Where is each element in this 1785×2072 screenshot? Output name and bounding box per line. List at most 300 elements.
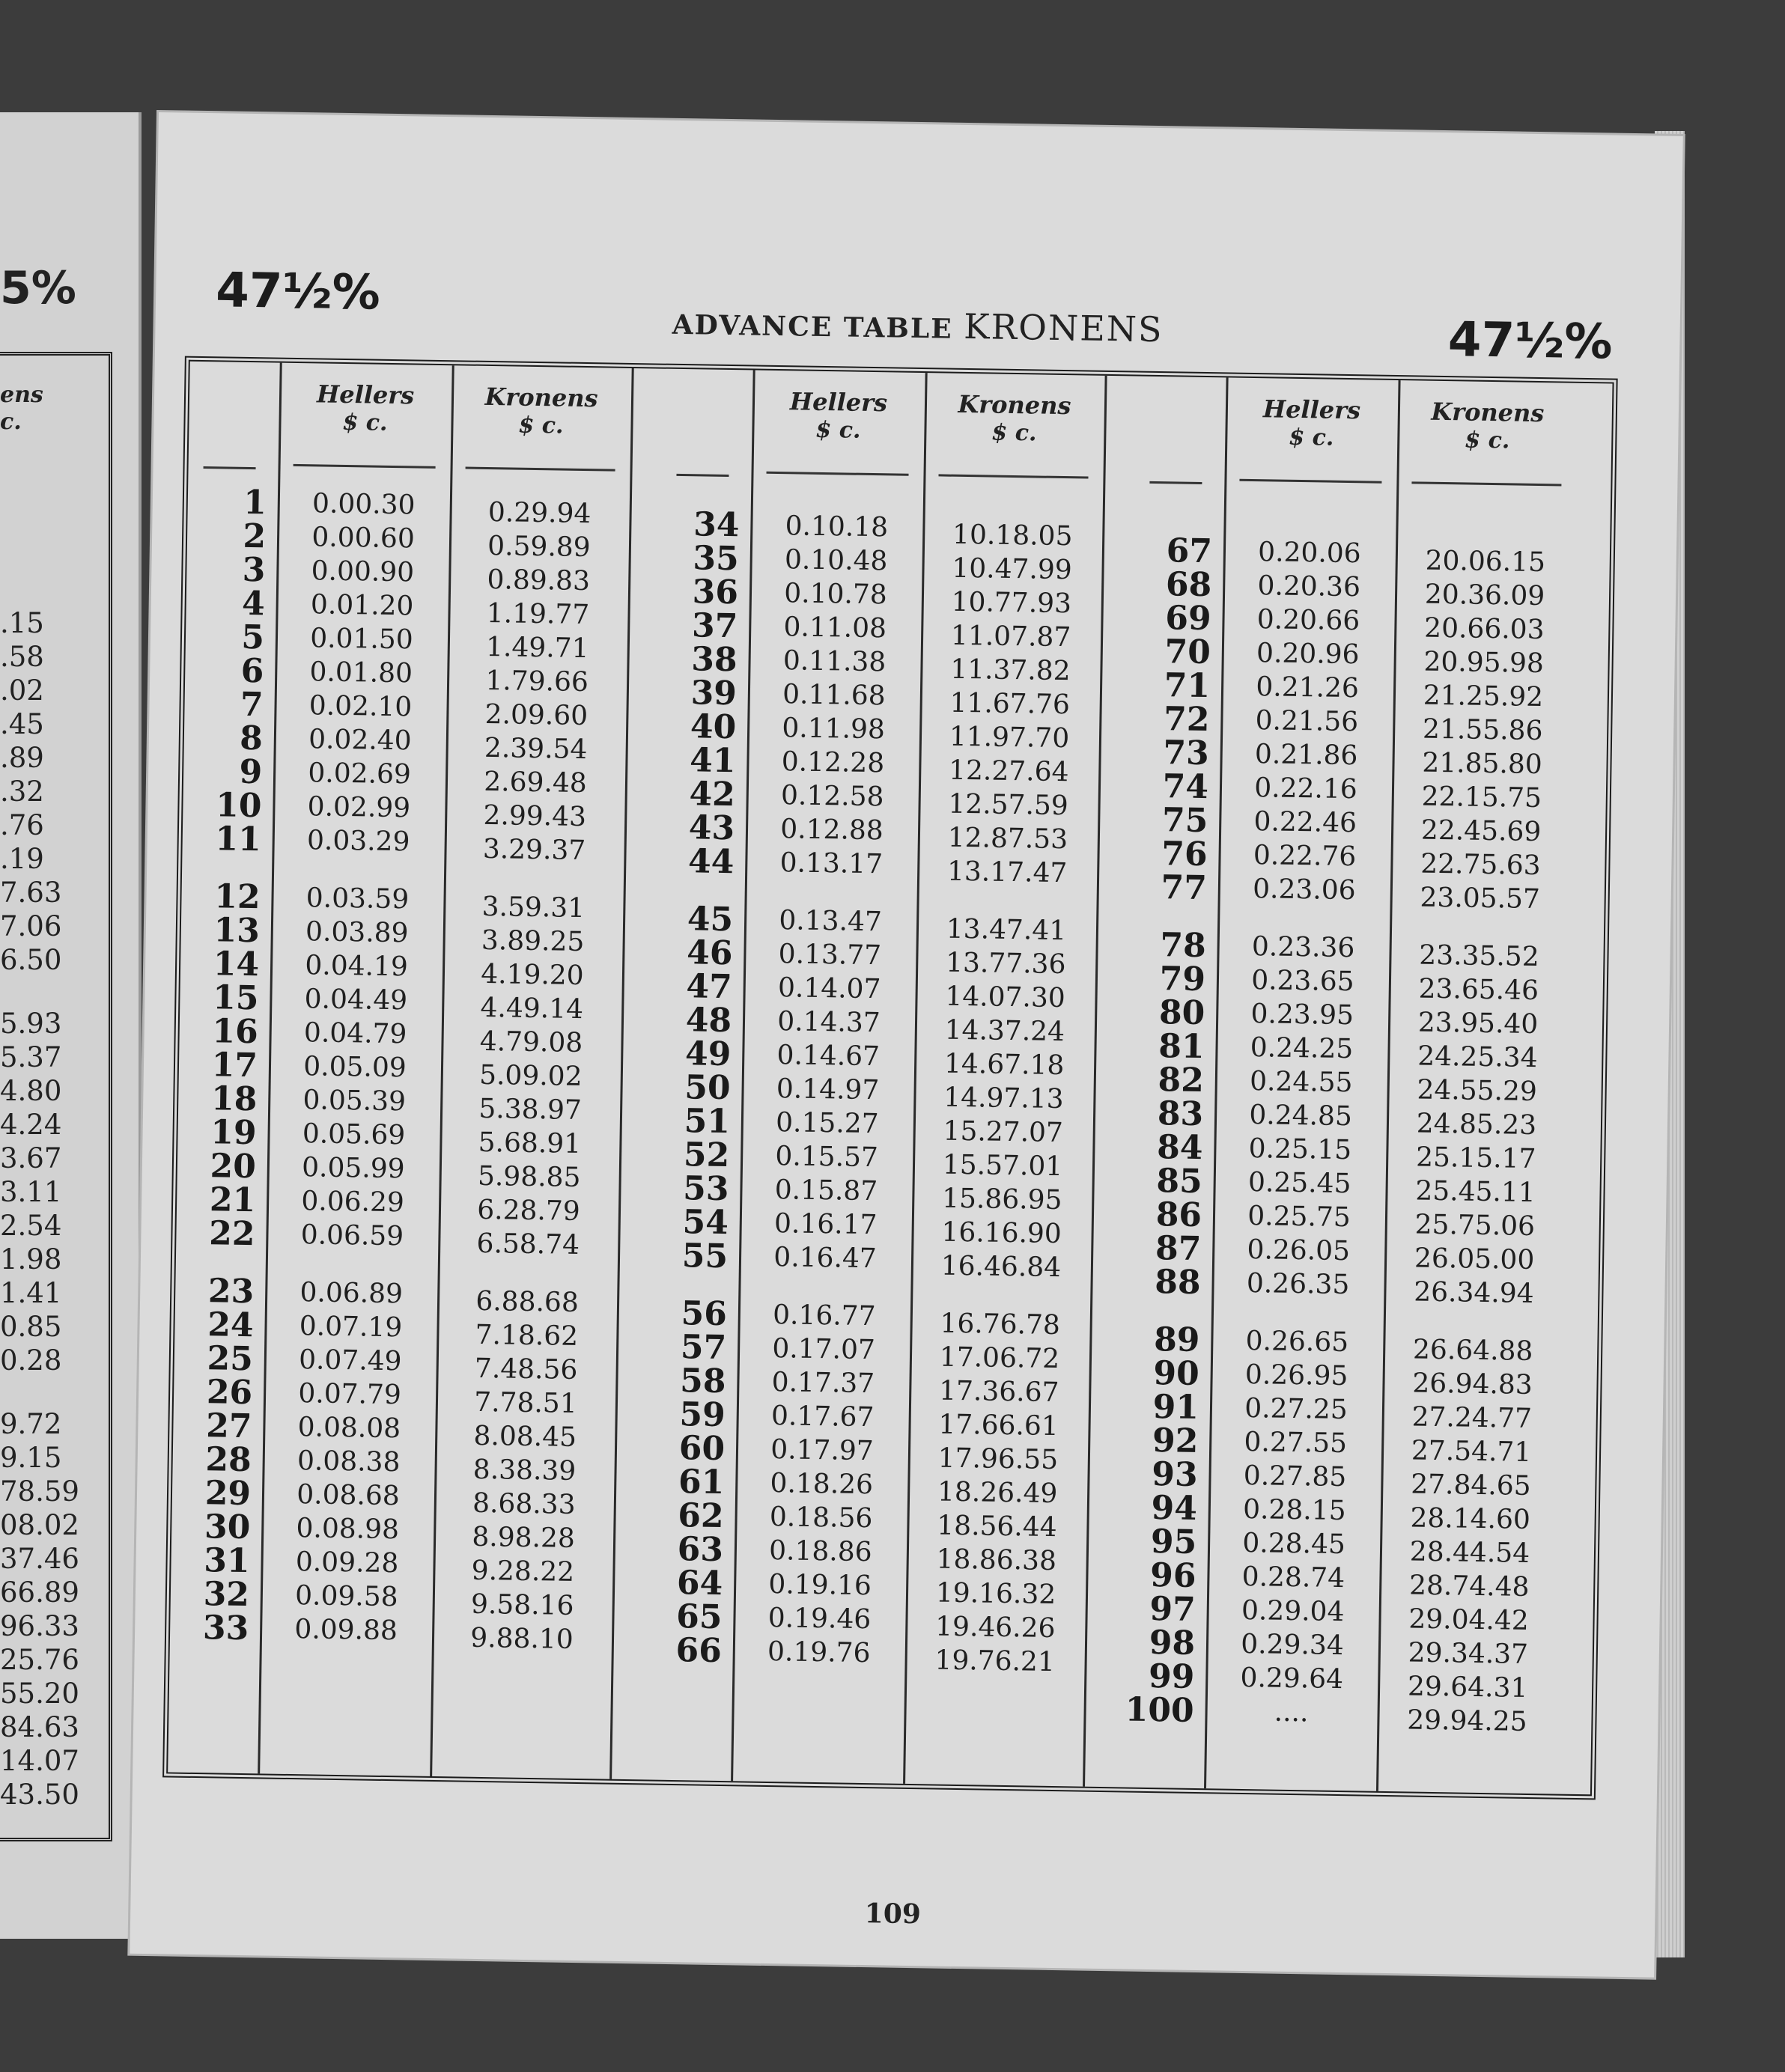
hellers-value: 0.20.66 <box>1256 604 1360 637</box>
kronens-value: 0.29.94 <box>487 496 592 530</box>
hellers-value: 0.21.56 <box>1255 705 1359 738</box>
row-number: 90 <box>1153 1354 1200 1394</box>
kronens-value: 2.39.54 <box>484 732 588 766</box>
row-number: 16 <box>212 1012 259 1052</box>
hellers-value: 0.22.16 <box>1253 773 1358 805</box>
row-number: 83 <box>1157 1094 1204 1134</box>
hellers-value: 0.14.37 <box>776 1006 881 1039</box>
row-number: 34 <box>693 505 740 545</box>
kronens-header-rule <box>938 474 1088 478</box>
row-number: 85 <box>1156 1162 1203 1201</box>
conversion-table <box>162 356 1618 1800</box>
row-number: 36 <box>692 573 739 612</box>
facing-page-value: 84.63 <box>0 1711 79 1743</box>
row-number: 51 <box>684 1102 731 1142</box>
kronens-value: 29.04.42 <box>1408 1603 1530 1636</box>
row-number: 56 <box>681 1294 728 1334</box>
kronens-value-list <box>908 517 1098 1679</box>
facing-page-value: 9.72 <box>0 1408 62 1440</box>
row-number: 89 <box>1153 1320 1200 1360</box>
row-number: 60 <box>678 1429 726 1469</box>
kronens-value: 20.95.98 <box>1423 646 1545 680</box>
kronens-value: 9.28.22 <box>471 1555 575 1588</box>
kronens-value: 15.27.07 <box>943 1115 1064 1149</box>
hellers-value: 0.05.99 <box>301 1152 405 1185</box>
row-number: 44 <box>687 842 735 882</box>
hellers-value: 0.16.77 <box>772 1299 876 1332</box>
facing-page-value: 43.50 <box>0 1779 79 1811</box>
row-number: 74 <box>1162 767 1209 807</box>
row-number-list <box>650 505 740 1671</box>
kronens-value: 10.77.93 <box>951 586 1072 620</box>
row-number: 28 <box>205 1440 252 1480</box>
facing-page-value: 1.41 <box>0 1277 62 1309</box>
hellers-value: 0.11.08 <box>783 612 887 645</box>
hellers-value-list <box>1208 534 1392 1730</box>
hellers-value: 0.01.20 <box>310 589 414 622</box>
kronens-value: 25.45.11 <box>1415 1175 1536 1209</box>
hellers-value: 0.03.89 <box>305 916 409 949</box>
row-number: 81 <box>1158 1027 1205 1067</box>
row-number: 14 <box>213 945 260 984</box>
kronens-value: 6.88.68 <box>475 1285 580 1319</box>
kronens-value: 22.75.63 <box>1420 848 1541 882</box>
kronens-value-list <box>436 495 626 1657</box>
hellers-value: 0.04.19 <box>305 950 409 983</box>
row-number: 39 <box>690 674 738 713</box>
hellers-value: 0.23.36 <box>1251 931 1355 964</box>
hellers-value: 0.15.87 <box>774 1174 878 1207</box>
kronens-value: 14.37.24 <box>944 1014 1065 1048</box>
row-number: 99 <box>1148 1657 1195 1696</box>
kronens-value: 11.67.76 <box>949 687 1071 721</box>
kronens-value: 24.85.23 <box>1416 1108 1537 1142</box>
hellers-value: 0.05.39 <box>302 1085 407 1118</box>
hellers-value: 0.17.37 <box>771 1367 875 1400</box>
hellers-value: 0.09.28 <box>295 1547 399 1579</box>
row-number: 70 <box>1164 633 1211 672</box>
kronens-value: 9.88.10 <box>469 1622 574 1655</box>
hellers-value: 0.04.49 <box>304 984 408 1017</box>
hellers-value: 0.14.67 <box>776 1040 881 1073</box>
hellers-value: 0.29.04 <box>1241 1594 1345 1628</box>
kronens-value: 27.54.71 <box>1411 1435 1532 1469</box>
hellers-value: 0.10.78 <box>783 578 888 611</box>
kronens-value: 8.68.33 <box>472 1487 576 1520</box>
hellers-value: 0.02.99 <box>307 791 411 824</box>
row-number: 78 <box>1160 926 1207 966</box>
kronens-value: 10.47.99 <box>952 552 1073 586</box>
row-number: 7 <box>240 685 264 725</box>
row-number: 73 <box>1163 734 1210 773</box>
percent-label-left: 47½% <box>215 263 381 321</box>
facing-page-value: 5.37 <box>0 1041 62 1073</box>
row-number: 98 <box>1149 1624 1196 1663</box>
kronens-value: 29.94.25 <box>1406 1704 1527 1737</box>
facing-page-value: 5.93 <box>0 1008 62 1040</box>
hellers-value: 0.05.69 <box>302 1118 406 1151</box>
kronens-value: 1.49.71 <box>485 631 589 665</box>
row-number: 18 <box>210 1079 258 1119</box>
hellers-value: 0.20.06 <box>1257 537 1361 570</box>
row-number: 12 <box>213 877 261 917</box>
facing-page-value: 3.11 <box>0 1176 62 1208</box>
row-number: 41 <box>689 741 736 781</box>
hellers-value: 0.18.26 <box>770 1468 874 1501</box>
row-number: 77 <box>1161 868 1208 908</box>
hellers-value: 0.05.09 <box>302 1051 407 1084</box>
row-number: 92 <box>1152 1422 1199 1461</box>
hellers-value: 0.10.18 <box>785 511 889 543</box>
hellers-value: 0.21.86 <box>1254 739 1358 772</box>
row-number-list <box>177 483 267 1648</box>
kronens-value: 11.97.70 <box>949 721 1070 755</box>
kronens-value: 7.18.62 <box>475 1319 579 1352</box>
kronens-header-units: $ c. <box>1465 427 1510 454</box>
hellers-value: 0.00.30 <box>311 488 416 521</box>
kronens-value: 28.44.54 <box>1409 1536 1530 1569</box>
hellers-value: 0.11.68 <box>782 679 886 712</box>
row-number: 13 <box>213 911 261 951</box>
kronens-value: 7.78.51 <box>473 1386 577 1419</box>
facing-page-fragment <box>0 112 142 1939</box>
facing-page-value: 0.85 <box>0 1311 62 1343</box>
hellers-value: 0.23.95 <box>1250 999 1354 1032</box>
hellers-value: 0.03.59 <box>305 883 410 915</box>
hellers-header-label: Hellers <box>1262 394 1361 425</box>
hellers-value: 0.17.67 <box>770 1401 875 1433</box>
hellers-value: .... <box>1274 1696 1309 1728</box>
kronens-value: 5.38.97 <box>478 1093 583 1127</box>
kronens-value: 16.46.84 <box>940 1250 1062 1284</box>
facing-page-value: .76 <box>0 809 44 841</box>
hellers-value: 0.02.10 <box>308 690 413 723</box>
row-number: 26 <box>206 1373 253 1413</box>
hellers-value: 0.28.74 <box>1241 1561 1345 1594</box>
hellers-value: 0.12.88 <box>780 814 884 847</box>
kronens-value: 26.05.00 <box>1414 1243 1535 1276</box>
row-number: 10 <box>215 786 262 826</box>
kronens-value: 5.09.02 <box>478 1059 583 1093</box>
hellers-value: 0.06.29 <box>301 1186 405 1219</box>
row-number: 97 <box>1149 1590 1196 1629</box>
hellers-value: 0.08.98 <box>296 1513 400 1546</box>
hellers-value: 0.02.40 <box>308 724 412 757</box>
kronens-value: 13.77.36 <box>945 947 1066 981</box>
hellers-value: 0.06.89 <box>299 1277 404 1310</box>
hellers-value: 0.27.85 <box>1243 1460 1347 1493</box>
kronens-value: 20.36.09 <box>1424 579 1545 612</box>
row-number: 17 <box>211 1046 258 1085</box>
kronens-value: 15.57.01 <box>942 1149 1063 1183</box>
hellers-value: 0.16.47 <box>773 1242 878 1275</box>
kronens-value: 2.69.48 <box>483 766 588 799</box>
hellers-value: 0.03.29 <box>306 825 410 858</box>
row-number: 68 <box>1165 565 1212 605</box>
row-number: 52 <box>683 1136 730 1175</box>
page-number: 109 <box>864 1898 922 1931</box>
facing-page-value: 2.54 <box>0 1210 62 1242</box>
kronens-value: 5.98.85 <box>477 1160 581 1194</box>
hellers-value: 0.07.19 <box>299 1311 403 1344</box>
hellers-header-units: $ c. <box>815 416 861 444</box>
hellers-value: 0.11.98 <box>782 713 886 746</box>
facing-page-value: 96.33 <box>0 1610 79 1642</box>
hellers-header-rule <box>294 464 436 469</box>
facing-page-value: .45 <box>0 708 44 740</box>
row-number: 87 <box>1155 1229 1202 1269</box>
hellers-value: 0.07.49 <box>298 1344 402 1377</box>
row-number: 64 <box>676 1564 723 1603</box>
hellers-value: 0.19.16 <box>768 1569 872 1602</box>
hellers-value: 0.22.76 <box>1253 840 1357 873</box>
hellers-value: 0.29.64 <box>1240 1662 1344 1695</box>
hellers-value: 0.23.65 <box>1250 965 1354 998</box>
hellers-value-list <box>736 509 919 1671</box>
row-number: 19 <box>210 1113 257 1153</box>
hellers-value: 0.27.55 <box>1244 1426 1348 1460</box>
row-number: 61 <box>678 1463 725 1502</box>
number-column-rule <box>676 474 729 477</box>
kronens-value: 22.45.69 <box>1420 814 1542 848</box>
kronens-header-label: Kronens <box>1431 397 1545 428</box>
row-number: 25 <box>207 1339 254 1379</box>
row-number: 76 <box>1161 835 1208 874</box>
kronens-value: 0.59.89 <box>487 530 591 564</box>
row-number: 9 <box>239 752 263 792</box>
row-number: 31 <box>203 1541 251 1581</box>
hellers-value: 0.25.75 <box>1247 1201 1351 1234</box>
kronens-value: 15.86.95 <box>941 1183 1062 1216</box>
hellers-header-rule <box>767 472 909 476</box>
kronens-header-label: Kronens <box>484 382 598 413</box>
row-number: 47 <box>686 967 733 1007</box>
row-number: 50 <box>684 1068 732 1108</box>
hellers-value: 0.27.25 <box>1244 1392 1348 1426</box>
hellers-value: 0.09.58 <box>294 1580 398 1613</box>
hellers-value: 0.07.79 <box>298 1378 402 1411</box>
row-number: 5 <box>240 618 265 657</box>
kronens-value: 13.47.41 <box>946 913 1067 947</box>
row-number: 48 <box>685 1001 732 1040</box>
kronens-value: 4.79.08 <box>479 1026 583 1059</box>
row-number: 100 <box>1125 1690 1195 1730</box>
row-number: 23 <box>207 1272 255 1311</box>
kronens-value: 8.08.45 <box>473 1420 577 1453</box>
row-number: 45 <box>687 900 734 939</box>
row-number: 65 <box>675 1597 723 1637</box>
kronens-header-units: $ c. <box>991 419 1037 447</box>
kronens-value: 5.68.91 <box>478 1127 582 1160</box>
row-number: 6 <box>240 651 264 691</box>
facing-page-value: .89 <box>0 742 44 774</box>
kronens-value: 8.98.28 <box>472 1521 576 1554</box>
kronens-value: 19.46.26 <box>934 1611 1056 1645</box>
kronens-value: 29.34.37 <box>1408 1637 1529 1670</box>
facing-page-value: 37.46 <box>0 1543 79 1575</box>
hellers-value: 0.26.35 <box>1246 1268 1350 1301</box>
hellers-header-units: $ c. <box>1289 424 1334 451</box>
row-number: 11 <box>215 820 262 859</box>
kronens-value: 3.59.31 <box>481 891 586 924</box>
kronens-value: 25.75.06 <box>1414 1209 1536 1243</box>
row-number: 32 <box>203 1575 250 1615</box>
kronens-value: 6.28.79 <box>476 1194 581 1228</box>
hellers-value: 0.02.69 <box>308 758 412 790</box>
kronens-value: 18.86.38 <box>936 1544 1057 1577</box>
kronens-value: 14.07.30 <box>945 981 1066 1014</box>
kronens-value: 26.94.83 <box>1412 1368 1533 1401</box>
row-number: 62 <box>678 1496 725 1536</box>
hellers-value: 0.16.17 <box>773 1208 878 1241</box>
hellers-value: 0.01.50 <box>309 623 413 656</box>
kronens-value: 16.16.90 <box>941 1216 1062 1250</box>
hellers-value: 0.29.34 <box>1240 1628 1345 1662</box>
row-number: 22 <box>208 1214 255 1254</box>
row-number: 3 <box>242 550 266 590</box>
kronens-value: 3.89.25 <box>481 924 585 958</box>
hellers-header <box>1232 394 1390 454</box>
facing-page-header: ens c. <box>0 382 43 435</box>
row-number: 21 <box>209 1180 256 1220</box>
hellers-value: 0.24.25 <box>1250 1032 1354 1065</box>
row-number: 84 <box>1156 1128 1203 1168</box>
kronens-value: 10.18.05 <box>952 519 1073 552</box>
kronens-value: 24.25.34 <box>1417 1040 1538 1074</box>
kronens-header <box>1405 397 1570 456</box>
kronens-value: 2.09.60 <box>484 698 589 732</box>
hellers-value: 0.00.60 <box>311 522 416 555</box>
facing-page-value: 4.80 <box>0 1075 62 1107</box>
facing-page-value: 0.28 <box>0 1344 62 1377</box>
kronens-value: 21.85.80 <box>1422 747 1543 781</box>
facing-page-value: 14.07 <box>0 1745 79 1777</box>
hellers-value: 0.18.86 <box>768 1535 872 1568</box>
hellers-value: 0.26.05 <box>1247 1234 1351 1267</box>
row-number: 38 <box>690 640 738 680</box>
kronens-value: 2.99.43 <box>483 799 587 833</box>
kronens-value: 0.89.83 <box>487 564 591 597</box>
number-column-rule <box>204 466 256 469</box>
row-number: 66 <box>675 1631 723 1671</box>
kronens-header-rule <box>1411 481 1561 486</box>
kronens-header <box>931 389 1097 448</box>
row-number: 53 <box>682 1169 729 1209</box>
row-number: 58 <box>679 1362 726 1401</box>
kronens-value: 7.48.56 <box>474 1353 578 1386</box>
kronens-value: 22.15.75 <box>1421 781 1542 814</box>
hellers-value: 0.18.56 <box>769 1502 873 1535</box>
kronens-header-label: Kronens <box>958 389 1071 421</box>
kronens-value: 13.17.47 <box>946 856 1068 889</box>
row-number: 93 <box>1151 1455 1198 1495</box>
kronens-value: 23.65.46 <box>1418 973 1539 1007</box>
facing-page-value: 78.59 <box>0 1475 79 1508</box>
facing-page-value: .02 <box>0 674 44 707</box>
hellers-value: 0.17.07 <box>772 1333 876 1366</box>
row-number-list <box>1122 531 1213 1730</box>
kronens-value: 11.07.87 <box>950 620 1071 653</box>
kronens-value: 23.05.57 <box>1420 882 1541 915</box>
hellers-value: 0.10.48 <box>784 544 888 577</box>
facing-page-percent: 5% <box>0 262 76 314</box>
facing-page-value: 66.89 <box>0 1576 79 1609</box>
kronens-value: 4.19.20 <box>480 958 584 992</box>
kronens-value: 16.76.78 <box>940 1308 1061 1341</box>
kronens-value: 1.79.66 <box>485 665 589 698</box>
kronens-value: 27.84.65 <box>1410 1469 1531 1502</box>
hellers-value: 0.15.27 <box>775 1107 879 1140</box>
kronens-value: 29.64.31 <box>1407 1671 1528 1704</box>
row-number: 42 <box>689 775 736 814</box>
hellers-value: 0.25.45 <box>1247 1167 1351 1200</box>
kronens-value: 17.96.55 <box>937 1442 1059 1476</box>
facing-page-values <box>0 606 79 1812</box>
kronens-value: 17.06.72 <box>939 1341 1060 1375</box>
hellers-value: 0.22.46 <box>1253 806 1357 839</box>
row-number: 8 <box>239 719 264 758</box>
row-number: 57 <box>680 1328 727 1368</box>
hellers-value: 0.08.38 <box>297 1445 401 1478</box>
row-number: 72 <box>1163 700 1210 740</box>
row-number: 1 <box>243 483 267 522</box>
hellers-value: 0.26.95 <box>1244 1359 1348 1392</box>
kronens-value: 1.19.77 <box>486 597 590 631</box>
row-number: 75 <box>1161 801 1208 841</box>
facing-page-value: 25.76 <box>0 1644 79 1676</box>
hellers-value: 0.06.59 <box>300 1219 404 1252</box>
row-number: 4 <box>241 584 266 624</box>
title-big: KRONENS <box>963 305 1164 350</box>
kronens-value: 11.37.82 <box>949 653 1071 687</box>
row-number: 86 <box>1155 1195 1202 1235</box>
kronens-header-rule <box>466 466 615 471</box>
kronens-value: 21.25.92 <box>1423 680 1544 713</box>
hellers-value: 0.14.07 <box>777 972 881 1005</box>
hellers-header <box>759 387 917 446</box>
hellers-value: 0.25.15 <box>1248 1133 1352 1166</box>
facing-page-value: .58 <box>0 641 44 673</box>
hellers-header-label: Hellers <box>316 380 415 410</box>
hellers-value: 0.13.17 <box>779 847 884 880</box>
kronens-value: 26.64.88 <box>1412 1334 1533 1368</box>
row-number: 96 <box>1149 1556 1196 1595</box>
row-number: 20 <box>210 1147 257 1186</box>
kronens-value: 18.26.49 <box>937 1476 1058 1510</box>
hellers-value: 0.09.88 <box>294 1614 398 1647</box>
kronens-value: 14.67.18 <box>943 1048 1065 1082</box>
kronens-value: 24.55.29 <box>1417 1074 1538 1108</box>
hellers-value: 0.12.28 <box>781 746 885 779</box>
kronens-value: 19.76.21 <box>934 1645 1056 1678</box>
facing-page-value: 55.20 <box>0 1678 79 1710</box>
row-number: 91 <box>1152 1388 1199 1427</box>
facing-page-value: .32 <box>0 776 44 808</box>
kronens-value: 12.27.64 <box>948 755 1069 788</box>
kronens-value: 3.29.37 <box>482 833 586 867</box>
facing-page-value: 1.98 <box>0 1243 62 1276</box>
row-number: 46 <box>686 933 733 973</box>
kronens-value: 26.34.94 <box>1413 1276 1534 1310</box>
row-number: 88 <box>1154 1263 1202 1302</box>
row-number: 27 <box>205 1407 252 1446</box>
kronens-value: 20.66.03 <box>1423 612 1545 646</box>
row-number: 15 <box>212 978 259 1018</box>
kronens-value: 12.87.53 <box>947 822 1068 856</box>
row-number: 33 <box>202 1609 249 1648</box>
row-number: 82 <box>1158 1061 1205 1100</box>
kronens-value: 17.66.61 <box>938 1409 1059 1442</box>
